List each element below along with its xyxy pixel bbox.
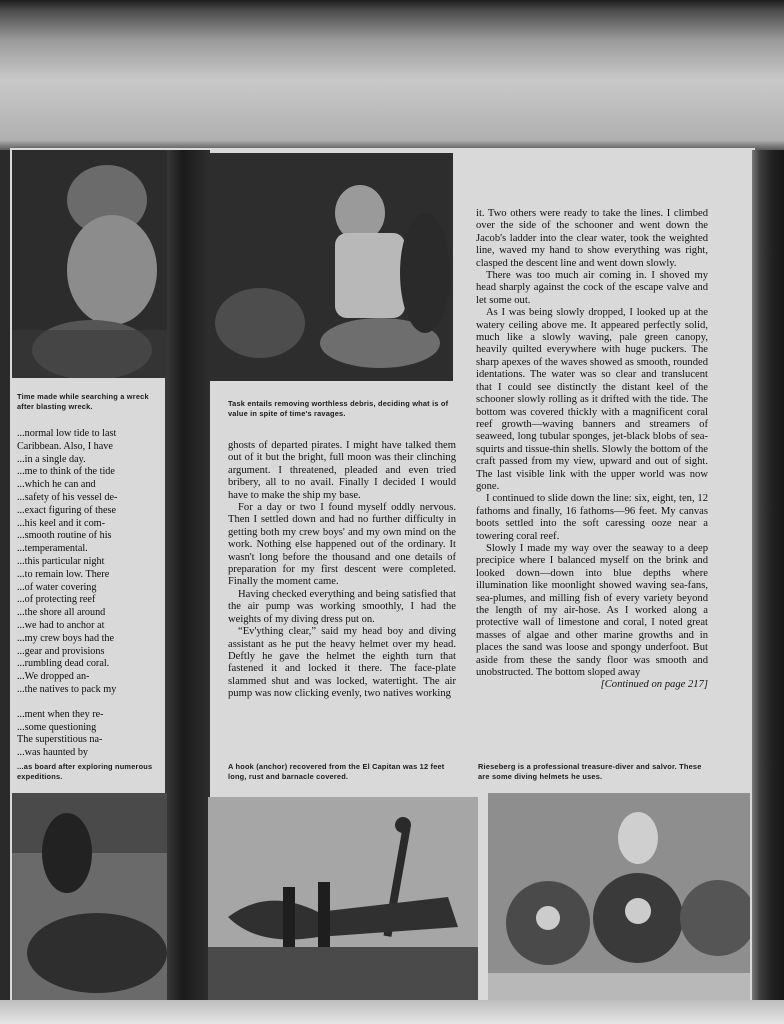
col1-line: ...this particular night — [17, 555, 105, 567]
photo-diver-working — [210, 153, 453, 381]
col1-line: ...the natives to pack my — [17, 683, 117, 695]
col1-line: ...the shore all around — [17, 607, 106, 619]
photo-water-left — [12, 793, 167, 1000]
col1-line: ...of protecting reef — [17, 594, 96, 606]
col1-line: ...normal low tide to last — [17, 428, 117, 439]
col3-paragraph: As I was being slowly dropped, I looked up at the watery ceiling above me. It appeared perfectly solid, much like a slowly waving, pale green canopy, heavily quilted everywhere with huge puckers. The sharp apexes of the waves showed as smooth, rounded identations. The water was so clear and translucent that I could see distinctly the distant keel of the schooner slowly rolling as it drifted with the tide. The bottom was covered thickly with a magnificent coral reef growth—waving banners and streamers of seaweed, long tubular sponges, jet-black blobs of sea-squirts and tissue-thin shells. Slowly the bottom of the craft passed from my view, upward and out of sight. The last visible link with the upper world was now gone. — [476, 307, 708, 492]
col2-paragraph: For a day or two I found myself oddly nervous. Then I settled down and had no further difficulty in getting both my crew boys' and my own mind on the work. Nothing else happened out of the ordinary. It wasn't long before the thousand and one details of preparation for my first descent were completed. Finally the moment came. — [228, 502, 456, 588]
col2-paragraph: ghosts of departed pirates. I might have talked them out of it but the bright, full moon was their clinching argument. I threatened, pleaded and even tried bribery, all to no avail. Finally I decided I would have to make the ship my base. — [228, 440, 456, 501]
continued-link[interactable]: [Continued on page 217] — [600, 679, 708, 691]
text-column-left — [17, 428, 163, 760]
caption-left-top: Time made while searching a wreck after blasting wreck. — [17, 392, 149, 411]
col1-line: ...me to think of the tide — [17, 466, 115, 478]
col1-line: ...which he can and — [17, 479, 96, 491]
caption-top-middle: Task entails removing worthless debris, deciding what is of value in spite of time's ravages. — [228, 399, 449, 418]
caption-left-bottom: ...as board after exploring numerous expeditions. — [17, 762, 153, 781]
col1-line: ...his keel and it com- — [17, 517, 105, 529]
col3-paragraph: it. Two others were ready to take the lines. I climbed over the side of the schooner and went down the Jacob's ladder into the clear water, took the weighted line, waved my hand to show everything was right, clasped the descent line and went down slowly. — [476, 208, 708, 269]
col1-line: ...ment when they re- — [17, 708, 104, 720]
col1-line: Caribbean. Also, I have — [17, 440, 113, 452]
col1-line: ...safety of his vessel de- — [17, 491, 118, 503]
scan-background-top — [0, 0, 784, 150]
col1-line: ...exact figuring of these — [17, 504, 117, 516]
col1-line — [17, 697, 163, 709]
col1-line: ...of water covering — [17, 581, 97, 593]
scan-edge-right — [752, 150, 784, 1024]
col1-line: ...smooth routine of his — [17, 530, 112, 542]
col3-paragraph: I continued to slide down the line: six, eight, ten, 12 fathoms and finally, 16 fathoms—96 feet. My canvas boots settled into the soft caressing ooze near a towering coral reef. — [476, 493, 708, 542]
col2-paragraph: “Ev'ything clear,” said my head boy and diving assistant as he put the heavy helmet over my head. Deftly he gave the helmet the eighth turn that fastened it and locked it there. The face-plate slammed shut and was locked, watertight. The air pump was now clicking evenly, two natives working — [228, 626, 456, 700]
gutter-shadow — [165, 150, 210, 1000]
col1-line: ...to remain low. There — [17, 568, 110, 580]
col1-line: ...in a single day. — [17, 453, 86, 465]
col1-line: ...was haunted by — [17, 747, 89, 759]
caption-bottom-middle: A hook (anchor) recovered from the El Capitan was 12 feet long, rust and barnacle covered. — [228, 762, 445, 781]
photo-anchor — [208, 797, 478, 1000]
col1-line: ...rumbling dead coral. — [17, 658, 110, 670]
photo-diver-left — [12, 150, 167, 378]
text-column-right — [476, 208, 708, 692]
col1-line: ...my crew boys had the — [17, 632, 115, 644]
col3-paragraph: There was too much air coming in. I shoved my head sharply against the cock of the escape valve and let some out. — [476, 270, 708, 306]
col1-line: The superstitious na- — [17, 734, 103, 746]
photo-diving-helmets — [488, 793, 750, 1000]
caption-bottom-right: Rieseberg is a professional treasure-diver and salvor. These are some diving helmets he uses. — [478, 762, 702, 781]
col1-line: ...temperamental. — [17, 543, 88, 555]
col1-line: ...some questioning — [17, 721, 97, 733]
col1-line: ...gear and provisions — [17, 645, 105, 657]
scan-edge-bottom — [0, 1000, 784, 1024]
col2-paragraph: Having checked everything and being satisfied that the air pump was working smoothly, I had the weights of my diving dress put on. — [228, 588, 456, 625]
text-column-middle — [228, 440, 456, 701]
col3-last-paragraph: Slowly I made my way over the seaway to a deep precipice where I balanced myself on the brink and looked down—down into blue depths where illumination like moonlight showed waving sea-fans, sea-plumes, and milling fish of every variety beyond the length of my air-hose. As I worked along a protective wall of limestone and coral, I noted great masses of algae and other marine growths and in places the sand was loose and spongy underfoot. But aside from these the sandy floor was smooth and unobstructed. The bottom sloped away — [476, 542, 708, 679]
col3-paragraph — [476, 542, 708, 691]
col1-line: ...We dropped an- — [17, 671, 90, 683]
col1-line: ...we had to anchor at — [17, 619, 105, 631]
